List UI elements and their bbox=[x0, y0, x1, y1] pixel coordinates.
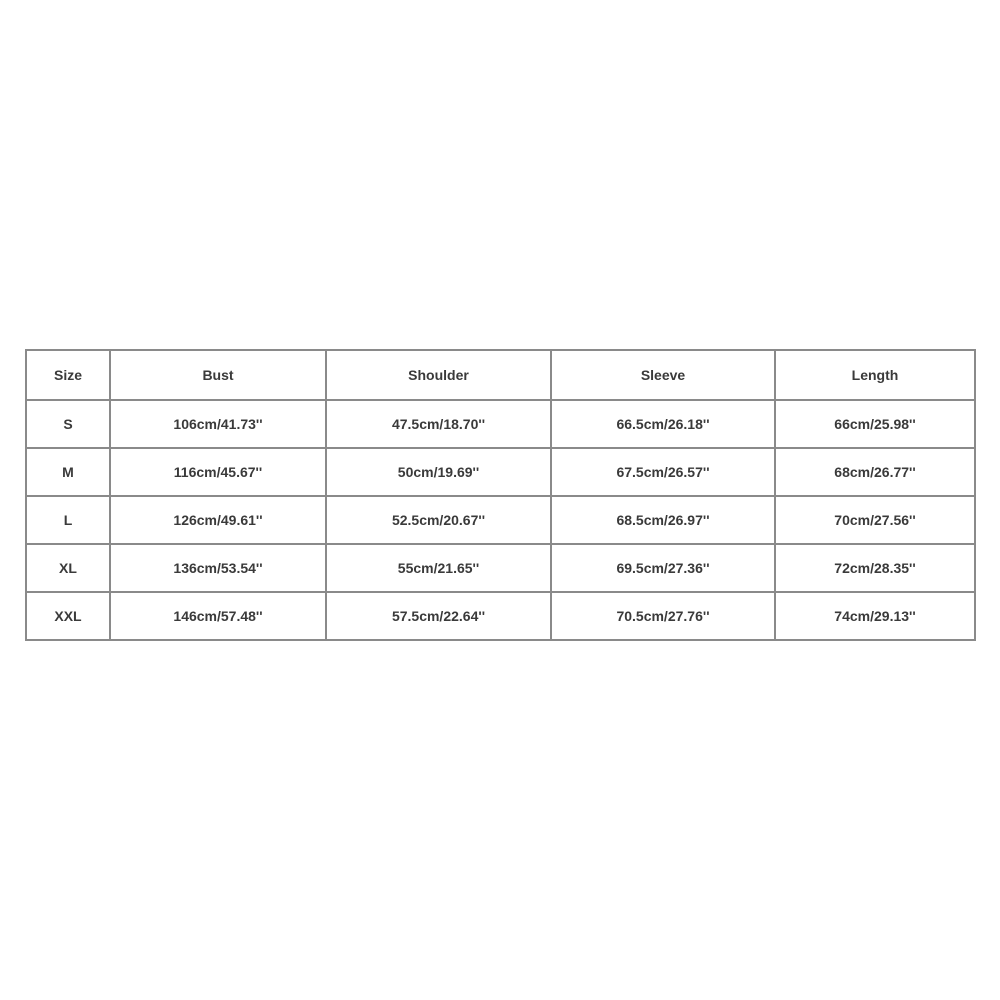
cell-sleeve: 69.5cm/27.36'' bbox=[552, 545, 776, 593]
cell-length: 74cm/29.13'' bbox=[776, 593, 976, 641]
cell-bust: 116cm/45.67'' bbox=[111, 449, 327, 497]
cell-sleeve: 67.5cm/26.57'' bbox=[552, 449, 776, 497]
cell-shoulder: 52.5cm/20.67'' bbox=[327, 497, 552, 545]
table-row bbox=[27, 449, 976, 497]
table-row bbox=[27, 401, 976, 449]
cell-bust: 146cm/57.48'' bbox=[111, 593, 327, 641]
cell-sleeve: 68.5cm/26.97'' bbox=[552, 497, 776, 545]
cell-length: 66cm/25.98'' bbox=[776, 401, 976, 449]
cell-size: S bbox=[27, 401, 111, 449]
cell-shoulder: 50cm/19.69'' bbox=[327, 449, 552, 497]
table-row bbox=[27, 497, 976, 545]
header-shoulder: Shoulder bbox=[327, 351, 552, 401]
cell-size: L bbox=[27, 497, 111, 545]
cell-sleeve: 66.5cm/26.18'' bbox=[552, 401, 776, 449]
cell-length: 72cm/28.35'' bbox=[776, 545, 976, 593]
cell-shoulder: 57.5cm/22.64'' bbox=[327, 593, 552, 641]
cell-length: 70cm/27.56'' bbox=[776, 497, 976, 545]
cell-bust: 106cm/41.73'' bbox=[111, 401, 327, 449]
cell-sleeve: 70.5cm/27.76'' bbox=[552, 593, 776, 641]
size-chart-table bbox=[25, 349, 976, 641]
header-bust: Bust bbox=[111, 351, 327, 401]
cell-length: 68cm/26.77'' bbox=[776, 449, 976, 497]
header-length: Length bbox=[776, 351, 976, 401]
table-row bbox=[27, 545, 976, 593]
table-row bbox=[27, 593, 976, 641]
cell-shoulder: 55cm/21.65'' bbox=[327, 545, 552, 593]
cell-size: M bbox=[27, 449, 111, 497]
cell-bust: 126cm/49.61'' bbox=[111, 497, 327, 545]
header-sleeve: Sleeve bbox=[552, 351, 776, 401]
header-row bbox=[27, 351, 976, 401]
header-size: Size bbox=[27, 351, 111, 401]
cell-size: XXL bbox=[27, 593, 111, 641]
table-header bbox=[27, 351, 976, 401]
table-body bbox=[27, 401, 976, 641]
cell-size: XL bbox=[27, 545, 111, 593]
cell-bust: 136cm/53.54'' bbox=[111, 545, 327, 593]
cell-shoulder: 47.5cm/18.70'' bbox=[327, 401, 552, 449]
